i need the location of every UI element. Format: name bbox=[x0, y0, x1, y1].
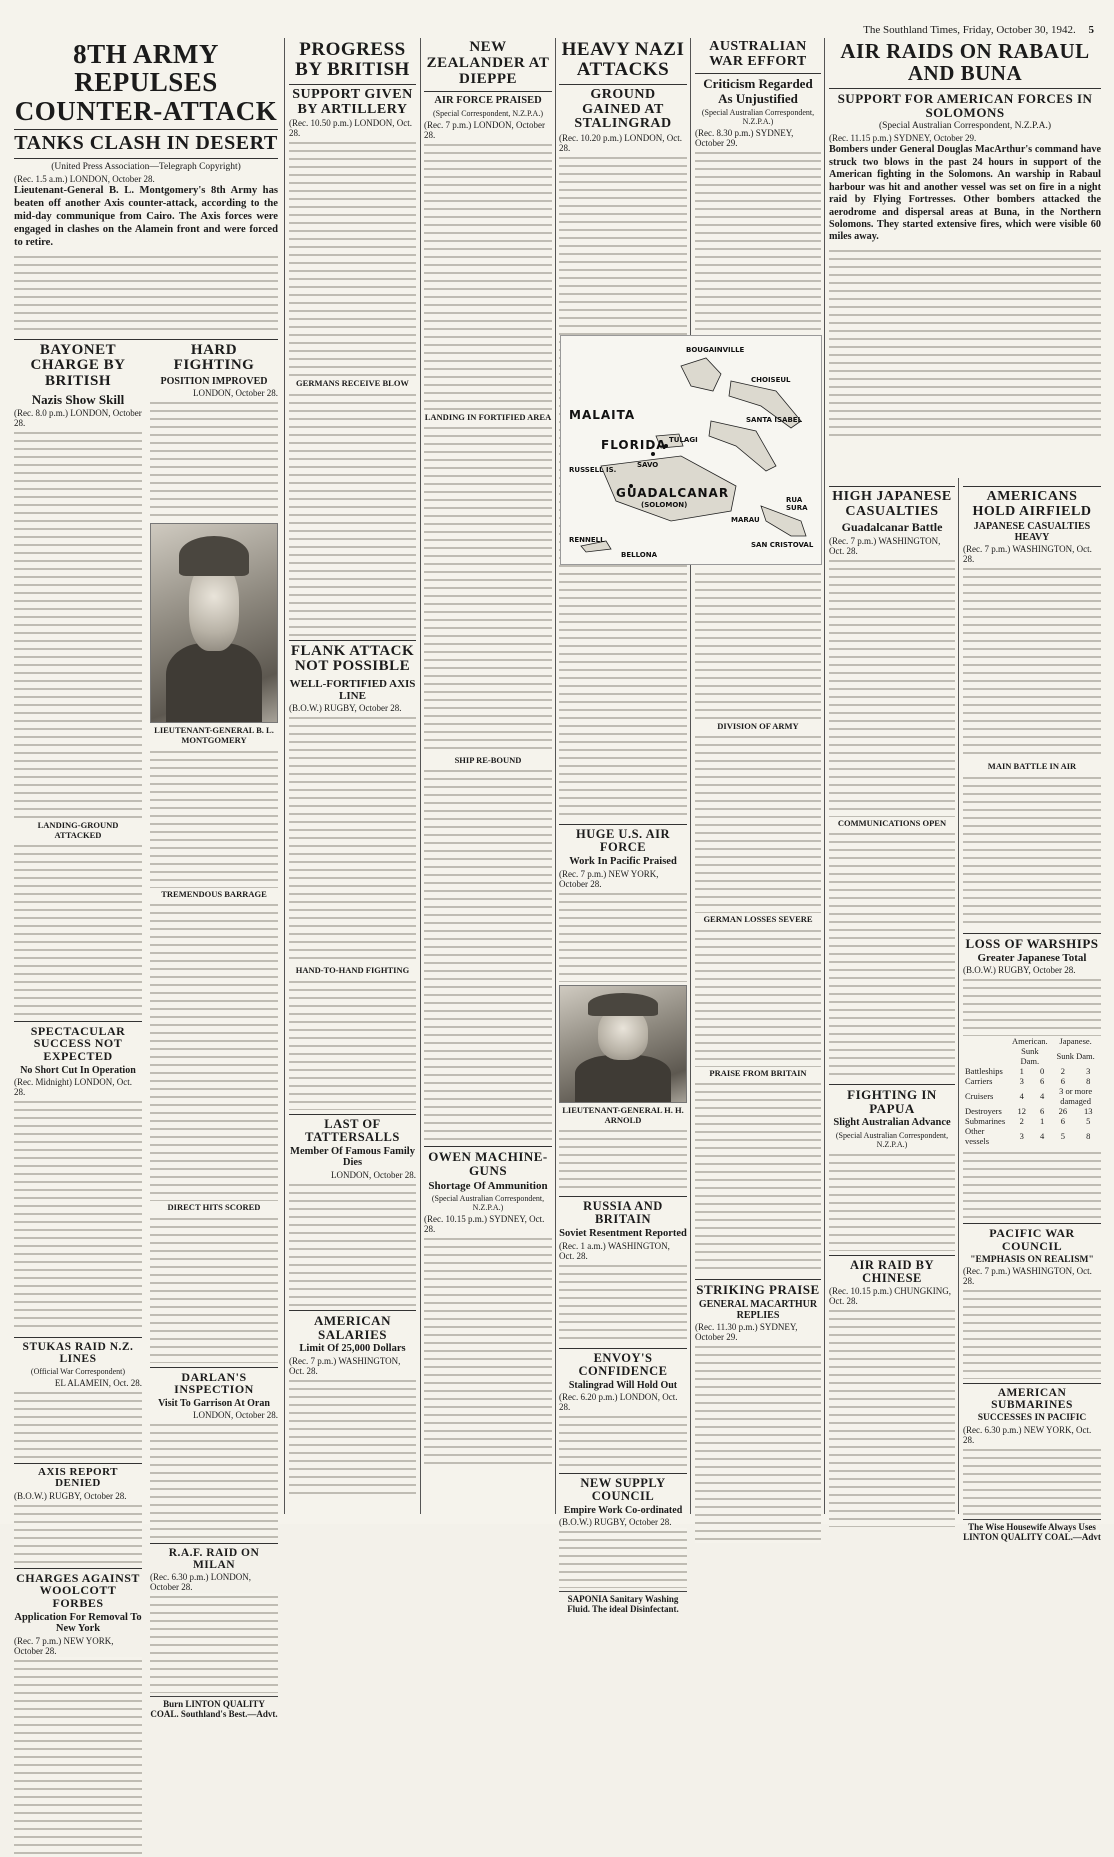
headline-american-salaries: AMERICAN SALARIES bbox=[314, 1312, 391, 1342]
dateline: (Rec. 7 p.m.) NEW YORK, October 28. bbox=[559, 868, 659, 889]
headline-owen-guns: OWEN MACHINE-GUNS bbox=[428, 1149, 548, 1179]
map-label: (SOLOMON) bbox=[641, 501, 688, 509]
map-label: RUA SURA bbox=[786, 496, 808, 512]
subhead-no-short-cut: No Short Cut In Operation bbox=[20, 1064, 136, 1076]
table-row: Cruisers 4 4 3 or more damaged bbox=[965, 1086, 1093, 1107]
byline: (Special Australian Correspondent, N.Z.P.A.) bbox=[701, 107, 815, 126]
headline-australian-war-effort: AUSTRALIAN WAR EFFORT bbox=[709, 39, 807, 69]
subhead-stalingrad-hold: Stalingrad Will Hold Out bbox=[568, 1379, 678, 1391]
page-number: 5 bbox=[1088, 24, 1094, 36]
subhead-stalingrad: GROUND GAINED AT STALINGRAD bbox=[574, 86, 672, 132]
arnold-photo bbox=[559, 985, 687, 1103]
headline-woolcott-forbes: CHARGES AGAINST WOOLCOTT FORBES bbox=[16, 1570, 140, 1611]
dateline: (Rec. 11.15 p.m.) SYDNEY, October 29. bbox=[829, 133, 977, 144]
byline: (United Press Association—Telegraph Copyright) bbox=[51, 162, 241, 173]
headline-spectacular-success: SPECTACULAR SUCCESS NOT EXPECTED bbox=[30, 1023, 126, 1064]
dateline: (Rec. 7 p.m.) WASHINGTON, Oct. 28. bbox=[289, 1355, 401, 1376]
subhead-greater-japanese: Greater Japanese Total bbox=[977, 952, 1087, 965]
headline-high-japanese-casualties: HIGH JAPANESE CASUALTIES bbox=[832, 489, 952, 519]
headline-stukas-raid: STUKAS RAID N.Z. LINES bbox=[22, 1340, 134, 1365]
column-7-lower bbox=[963, 482, 1101, 1542]
crosshead-landing: LANDING IN FORTIFIED AREA bbox=[424, 411, 552, 422]
column-rule bbox=[824, 38, 825, 1514]
subhead-realism: "EMPHASIS ON REALISM" bbox=[970, 1254, 1094, 1265]
table-row: Carriers 3 6 6 8 bbox=[965, 1076, 1091, 1087]
map-label: RUSSELL IS. bbox=[569, 466, 617, 474]
headline-nz-dieppe: NEW ZEALANDER AT DIEPPE bbox=[426, 39, 550, 87]
dateline: (Rec. Midnight) LONDON, Oct. 28. bbox=[14, 1076, 132, 1097]
map-label: RENNELL bbox=[569, 536, 605, 544]
map-label: SANTA ISABEL bbox=[746, 416, 803, 424]
masthead bbox=[863, 24, 1094, 36]
column-2 bbox=[289, 40, 416, 1514]
crosshead-main-battle: MAIN BATTLE IN AIR bbox=[987, 761, 1077, 772]
headline-huge-air-force: HUGE U.S. AIR FORCE bbox=[575, 827, 671, 855]
masthead-title: The Southland Times, Friday, October 30, 1942. bbox=[863, 24, 1076, 36]
map-label: TULAGI bbox=[669, 436, 698, 444]
dateline: (Rec. 10.15 p.m.) CHUNGKING, Oct. 28. bbox=[829, 1285, 951, 1306]
dateline: (Rec. 7 p.m.) WASHINGTON, Oct. 28. bbox=[963, 1266, 1092, 1287]
dateline: (Rec. 7 p.m.) LONDON, October 28. bbox=[424, 119, 545, 140]
subhead-empire-work: Empire Work Co-ordinated bbox=[563, 1505, 683, 1517]
headline-russia-britain: RUSSIA AND BRITAIN bbox=[583, 1198, 663, 1226]
dateline: (B.O.W.) RUGBY, October 28. bbox=[559, 1517, 672, 1528]
headline-axis-report: AXIS REPORT DENIED bbox=[38, 1465, 118, 1490]
dateline: (Rec. 7 p.m.) WASHINGTON, Oct. 28. bbox=[963, 544, 1092, 565]
lead-paragraph: Bombers under General Douglas MacArthur's command have struck two blows in the past 24 hours in support of the American fighting in the Solomons. An warship in Rabaul harbour was hit and another vessel was set on fire in a night raid by Flying Fortresses. Other bombers attacked the aerodrome and dispersal areas at Buna, in the Northern Solomons. They started extensive fires, which were visible 60 miles away. bbox=[829, 144, 1101, 243]
crosshead-division: DIVISION OF ARMY bbox=[717, 721, 799, 731]
headline-heavy-nazi: HEAVY NAZI ATTACKS bbox=[561, 39, 685, 80]
subhead-japanese-heavy: JAPANESE CASUALTIES HEAVY bbox=[973, 521, 1091, 544]
subhead-criticism: Criticism Regarded As Unjustified bbox=[703, 76, 813, 106]
headline-pacific-council: PACIFIC WAR COUNCIL bbox=[989, 1226, 1075, 1254]
table-header-row: American. Japanese. bbox=[1012, 1036, 1092, 1047]
map-label: MALAITA bbox=[569, 408, 636, 422]
column-rule bbox=[690, 38, 691, 1514]
dateline: (Rec. 11.30 p.m.) SYDNEY, October 29. bbox=[695, 1321, 798, 1342]
map-label: MARAU bbox=[731, 516, 760, 524]
headline-tattersalls: LAST OF TATTERSALLS bbox=[305, 1116, 400, 1144]
crosshead-barrage: TREMENDOUS BARRAGE bbox=[161, 889, 267, 900]
subhead-pacific-successes: SUCCESSES IN PACIFIC bbox=[977, 1413, 1087, 1424]
subhead-guadalcanar: Guadalcanar Battle bbox=[841, 520, 943, 535]
headline-envoy: ENVOY'S CONFIDENCE bbox=[578, 1350, 668, 1378]
subhead-air-force-praised: AIR FORCE PRAISED bbox=[434, 95, 542, 107]
dateline: (Rec. 7 p.m.) WASHINGTON, Oct. 28. bbox=[829, 535, 941, 556]
dateline: (B.O.W.) RUGBY, October 28. bbox=[289, 703, 402, 714]
headline-air-raids-rabaul: AIR RAIDS ON RABAUL AND BUNA bbox=[840, 39, 1090, 86]
column-rule bbox=[420, 38, 421, 1514]
column-4-lower bbox=[559, 570, 687, 1615]
table-row: Other vessels 3 4 5 8 bbox=[965, 1126, 1091, 1147]
dateline: EL ALAMEIN, Oct. 28. bbox=[54, 1377, 142, 1388]
column-rule bbox=[284, 38, 285, 1514]
column-5 bbox=[695, 40, 821, 370]
map-label: CHOISEUL bbox=[751, 376, 791, 384]
warship-losses-table bbox=[963, 1036, 1101, 1146]
crosshead-german-losses: GERMAN LOSSES SEVERE bbox=[703, 914, 813, 925]
column-rule bbox=[958, 478, 959, 1514]
crosshead-hand-to-hand: HAND-TO-HAND FIGHTING bbox=[295, 965, 410, 976]
column-5-lower bbox=[695, 570, 821, 1514]
table-subheader-row: Sunk Dam. Sunk Dam. bbox=[1020, 1046, 1095, 1067]
subhead-artillery: SUPPORT GIVEN BY ARTILLERY bbox=[292, 86, 413, 117]
subhead-famous-family: Member Of Famous Family Dies bbox=[290, 1145, 415, 1169]
subhead-tanks-clash: TANKS CLASH IN DESERT bbox=[14, 132, 278, 155]
dateline: (Rec. 10.15 p.m.) SYDNEY, Oct. 28. bbox=[424, 1213, 545, 1234]
dateline: (Rec. 6.30 p.m.) NEW YORK, Oct. 28. bbox=[963, 1424, 1092, 1445]
dateline: (Rec. 7 p.m.) NEW YORK, October 28. bbox=[14, 1635, 114, 1656]
headline-raf-milan: R.A.F. RAID ON MILAN bbox=[168, 1547, 260, 1572]
dateline: (Rec. 6.30 p.m.) LONDON, October 28. bbox=[150, 1572, 251, 1593]
subhead-macarthur-replies: GENERAL MACARTHUR REPLIES bbox=[698, 1298, 818, 1321]
dateline: (Rec. 1.5 a.m.) LONDON, October 28. bbox=[14, 174, 155, 185]
subhead-australian-advance: Slight Australian Advance bbox=[833, 1117, 951, 1129]
dateline: LONDON, October 28. bbox=[193, 388, 278, 399]
table-row: Submarines 2 1 6 5 bbox=[965, 1116, 1091, 1127]
map-label: BELLONA bbox=[621, 551, 658, 559]
photo-caption: LIEUTENANT-GENERAL B. L. MONTGOMERY bbox=[154, 725, 274, 746]
headline-supply-council: NEW SUPPLY COUNCIL bbox=[580, 1475, 666, 1503]
headline-american-submarines: AMERICAN SUBMARINES bbox=[991, 1387, 1073, 1412]
map-label: SAVO bbox=[637, 461, 659, 469]
headline-progress-british: PROGRESS BY BRITISH bbox=[295, 39, 410, 80]
headline-striking-praise: STRIKING PRAISE bbox=[696, 1282, 820, 1298]
subhead-position-improved: POSITION IMPROVED bbox=[160, 376, 268, 388]
crosshead-direct-hits: DIRECT HITS SCORED bbox=[167, 1202, 261, 1213]
headline-hard-fighting: HARD FIGHTING bbox=[173, 341, 255, 374]
byline: (Official War Correspondent) bbox=[30, 1366, 126, 1376]
subhead-ammunition: Shortage Of Ammunition bbox=[428, 1179, 548, 1192]
subhead-limit: Limit Of 25,000 Dollars bbox=[299, 1343, 406, 1355]
subhead-axis-line: WELL-FORTIFIED AXIS LINE bbox=[289, 678, 416, 703]
headline-chinese-raid: AIR RAID BY CHINESE bbox=[850, 1257, 934, 1285]
byline: (Special Australian Correspondent, N.Z.P.A.) bbox=[835, 1130, 949, 1149]
subhead-solomons-support: SUPPORT FOR AMERICAN FORCES IN SOLOMONS bbox=[837, 91, 1093, 120]
crosshead-germans-blow: GERMANS RECEIVE BLOW bbox=[296, 378, 409, 389]
advert-linton-coal: Burn LINTON QUALITY COAL. Southland's Best.—Advt. bbox=[150, 1696, 278, 1719]
photo-caption: LIEUTENANT-GENERAL H. H. ARNOLD bbox=[562, 1104, 684, 1125]
dateline: (Rec. 8.30 p.m.) SYDNEY, October 29. bbox=[695, 127, 794, 148]
byline: (Special Correspondent, N.Z.P.A.) bbox=[433, 108, 543, 118]
crosshead-praise-britain: PRAISE FROM BRITAIN bbox=[709, 1067, 807, 1078]
table-row: Battleships 1 0 2 3 bbox=[965, 1066, 1091, 1077]
lead-paragraph: Lieutenant-General B. L. Montgomery's 8th Army has beaten off another Axis counter-attack, according to the mid-day communique from Cairo. The Axis forces were engaged in clashes on the Alamein front and were forced to retire. bbox=[14, 185, 278, 248]
dateline: LONDON, October 28. bbox=[193, 1410, 278, 1421]
subhead-oran: Visit To Garrison At Oran bbox=[158, 1398, 270, 1410]
byline: (Special Australian Correspondent, N.Z.P.A.) bbox=[878, 121, 1052, 132]
headline-bayonet-charge: BAYONET CHARGE BY BRITISH bbox=[30, 341, 126, 390]
column-6 bbox=[829, 40, 1101, 480]
advert-saponia: SAPONIA Sanitary Washing Fluid. The ideal Disinfectant. bbox=[559, 1591, 687, 1614]
dateline: (Rec. 1 a.m.) WASHINGTON, Oct. 28. bbox=[559, 1240, 670, 1261]
map-label: GUADALCANAR bbox=[616, 486, 730, 500]
headline-8th-army: 8TH ARMY REPULSES COUNTER-ATTACK bbox=[14, 39, 278, 126]
column-1 bbox=[14, 39, 278, 1720]
headline-americans-airfield: AMERICANS HOLD AIRFIELD bbox=[972, 489, 1092, 519]
subhead-nazis-skill: Nazis Show Skill bbox=[31, 391, 125, 407]
headline-darlan: DARLAN'S INSPECTION bbox=[174, 1369, 254, 1397]
dateline: (Rec. 10.50 p.m.) LONDON, Oct. 28. bbox=[289, 118, 412, 139]
advert-linton-coal-2: The Wise Housewife Always Uses LINTON QUALITY COAL.—Advt bbox=[963, 1519, 1101, 1542]
table-row: Destroyers 12 6 26 13 bbox=[965, 1106, 1093, 1117]
dateline: (B.O.W.) RUGBY, October 28. bbox=[14, 1490, 127, 1501]
map-label: BOUGAINVILLE bbox=[686, 346, 745, 354]
headline-loss-warships: LOSS OF WARSHIPS bbox=[965, 935, 1099, 951]
montgomery-photo bbox=[150, 523, 278, 723]
map-label: FLORIDA bbox=[601, 438, 667, 452]
dateline: (Rec. 6.20 p.m.) LONDON, Oct. 28. bbox=[559, 1391, 678, 1412]
subhead-removal: Application For Removal To New York bbox=[14, 1611, 142, 1635]
subhead-pacific-praised: Work In Pacific Praised bbox=[569, 856, 677, 868]
headline-flank-attack: FLANK ATTACK NOT POSSIBLE bbox=[290, 642, 415, 675]
column-3 bbox=[424, 40, 552, 1514]
crosshead-ship-rebound: SHIP RE-BOUND bbox=[454, 755, 522, 766]
headline-papua: FIGHTING IN PAPUA bbox=[847, 1086, 937, 1116]
column-6-lower bbox=[829, 482, 955, 1514]
dateline: LONDON, October 28. bbox=[331, 1169, 416, 1180]
column-rule bbox=[555, 38, 556, 1514]
solomons-map bbox=[560, 335, 822, 565]
byline: (Special Australian Correspondent, N.Z.P.A.) bbox=[431, 1193, 545, 1212]
crosshead-landing-ground: LANDING-GROUND ATTACKED bbox=[37, 820, 119, 840]
crosshead-communications: COMMUNICATIONS OPEN bbox=[837, 817, 947, 828]
dateline: (Rec. 10.20 p.m.) LONDON, Oct. 28. bbox=[559, 132, 682, 153]
map-label: SAN CRISTOVAL bbox=[751, 541, 814, 549]
dateline: (Rec. 8.0 p.m.) LONDON, October 28. bbox=[14, 408, 142, 429]
subhead-soviet-resentment: Soviet Resentment Reported bbox=[559, 1228, 687, 1240]
dateline: (B.O.W.) RUGBY, October 28. bbox=[963, 965, 1076, 976]
